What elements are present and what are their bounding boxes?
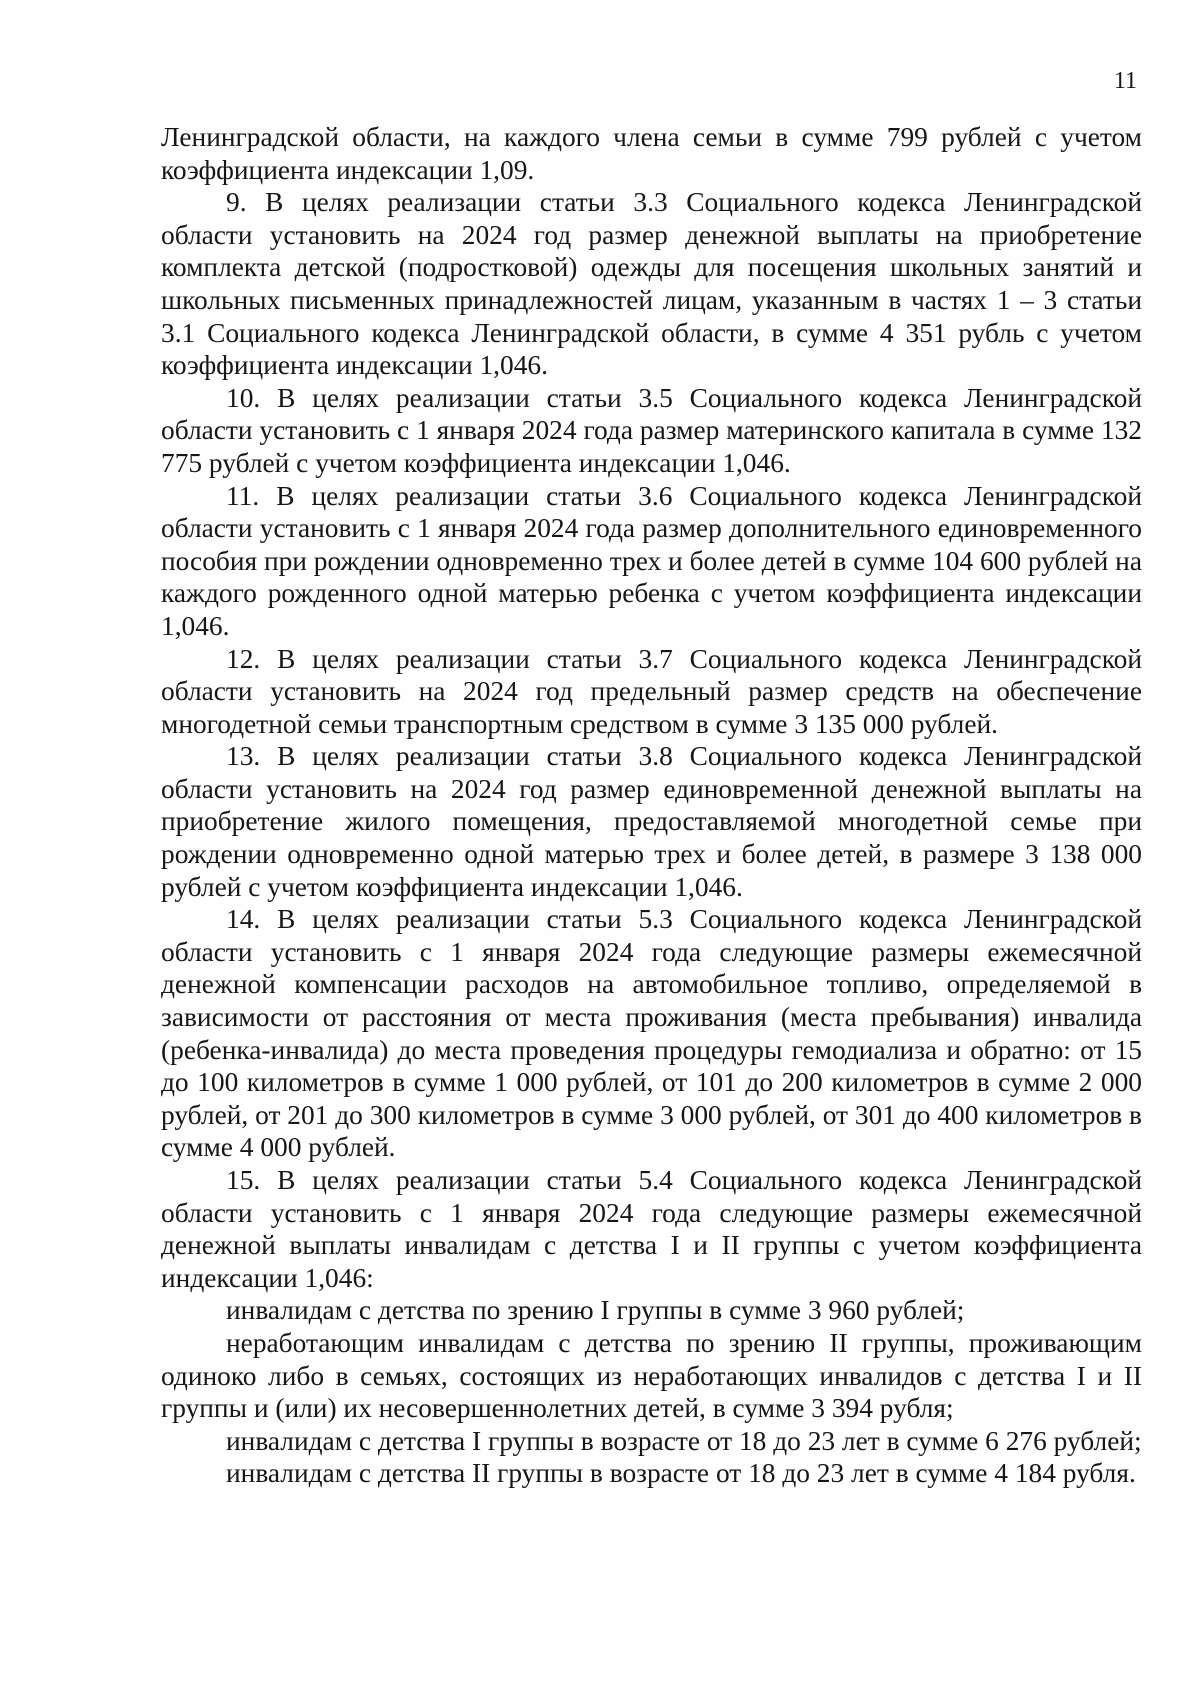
paragraph-item-14: 14. В целях реализации статьи 5.3 Социального кодекса Ленинградской области установить с 1 января 2024 года следующие размеры ежемесячной денежной компенсации расходов на автомобильное топливо, определяемой в зависимости от расстояния от места проживания (места пребывания) инвалида (ребенка-инвалида) до места проведения процедуры гемодиализа и обратно: от 15 до 100 километров в сумме 1 000 рублей, от 101 до 200 километров в сумме 2 000 рублей, от 201 до 300 километров в сумме 3 000 рублей, от 301 до 400 километров в сумме 4 000 рублей. bbox=[161, 904, 1142, 1163]
paragraph-item-10: 10. В целях реализации статьи 3.5 Социального кодекса Ленинградской области установить с 1 января 2024 года размер материнского капитала в сумме 132 775 рублей с учетом коэффициента индексации 1,046. bbox=[161, 382, 1142, 478]
paragraph-subitem-vision-group-2: неработающим инвалидам с детства по зрению II группы, проживающим одиноко либо в семьях, состоящих из неработающих инвалидов с детства I и II группы и (или) их несовершеннолетних детей, в сумме 3 394 рубля; bbox=[161, 1327, 1142, 1424]
paragraph-subitem-group-2-age-18-23: инвалидам с детства II группы в возрасте от 18 до 23 лет в сумме 4 184 рубля. bbox=[226, 1458, 1136, 1489]
document-body bbox=[161, 121, 1142, 1490]
paragraph-item-15: 15. В целях реализации статьи 5.4 Социального кодекса Ленинградской области установить с 1 января 2024 года следующие размеры ежемесячной денежной выплаты инвалидам с детства I и II группы с учетом коэффициента индексации 1,046: bbox=[161, 1165, 1142, 1293]
paragraph-item-13: 13. В целях реализации статьи 3.8 Социального кодекса Ленинградской области установить на 2024 год размер единовременной денежной выплаты на приобретение жилого помещения, предоставляемой многодетной семье при рождении одновременно одной матерью трех и более детей, в размере 3 138 000 рублей с учетом коэффициента индексации 1,046. bbox=[161, 741, 1142, 902]
paragraph-subitem-group-1-age-18-23: инвалидам с детства I группы в возрасте от 18 до 23 лет в сумме 6 276 рублей; bbox=[226, 1425, 1142, 1456]
paragraph-item-12: 12. В целях реализации статьи 3.7 Социального кодекса Ленинградской области установить на 2024 год предельный размер средств на обеспечение многодетной семьи транспортным средством в сумме 3 135 000 рублей. bbox=[161, 643, 1142, 739]
page-number: 11 bbox=[1113, 68, 1137, 94]
paragraph-subitem-vision-group-1: инвалидам с детства по зрению I группы в сумме 3 960 рублей; bbox=[226, 1295, 965, 1326]
paragraph-continuation: Ленинградской области, на каждого члена семьи в сумме 799 рублей с учетом коэффициента индексации 1,09. bbox=[161, 122, 1142, 185]
paragraph-item-9: 9. В целях реализации статьи 3.3 Социального кодекса Ленинградской области установить на 2024 год размер денежной выплаты на приобретение комплекта детской (подростковой) одежды для посещения школьных занятий и школьных письменных принадлежностей лицам, указанным в частях 1 – 3 статьи 3.1 Социального кодекса Ленинградской области, в сумме 4 351 рубль с учетом коэффициента индексации 1,046. bbox=[161, 187, 1142, 381]
paragraph-item-11: 11. В целях реализации статьи 3.6 Социального кодекса Ленинградской области установить с 1 января 2024 года размер дополнительного единовременного пособия при рождении одновременно трех и более детей в сумме 104 600 рублей на каждого рожденного одной матерью ребенка с учетом коэффициента индексации 1,046. bbox=[161, 480, 1142, 641]
